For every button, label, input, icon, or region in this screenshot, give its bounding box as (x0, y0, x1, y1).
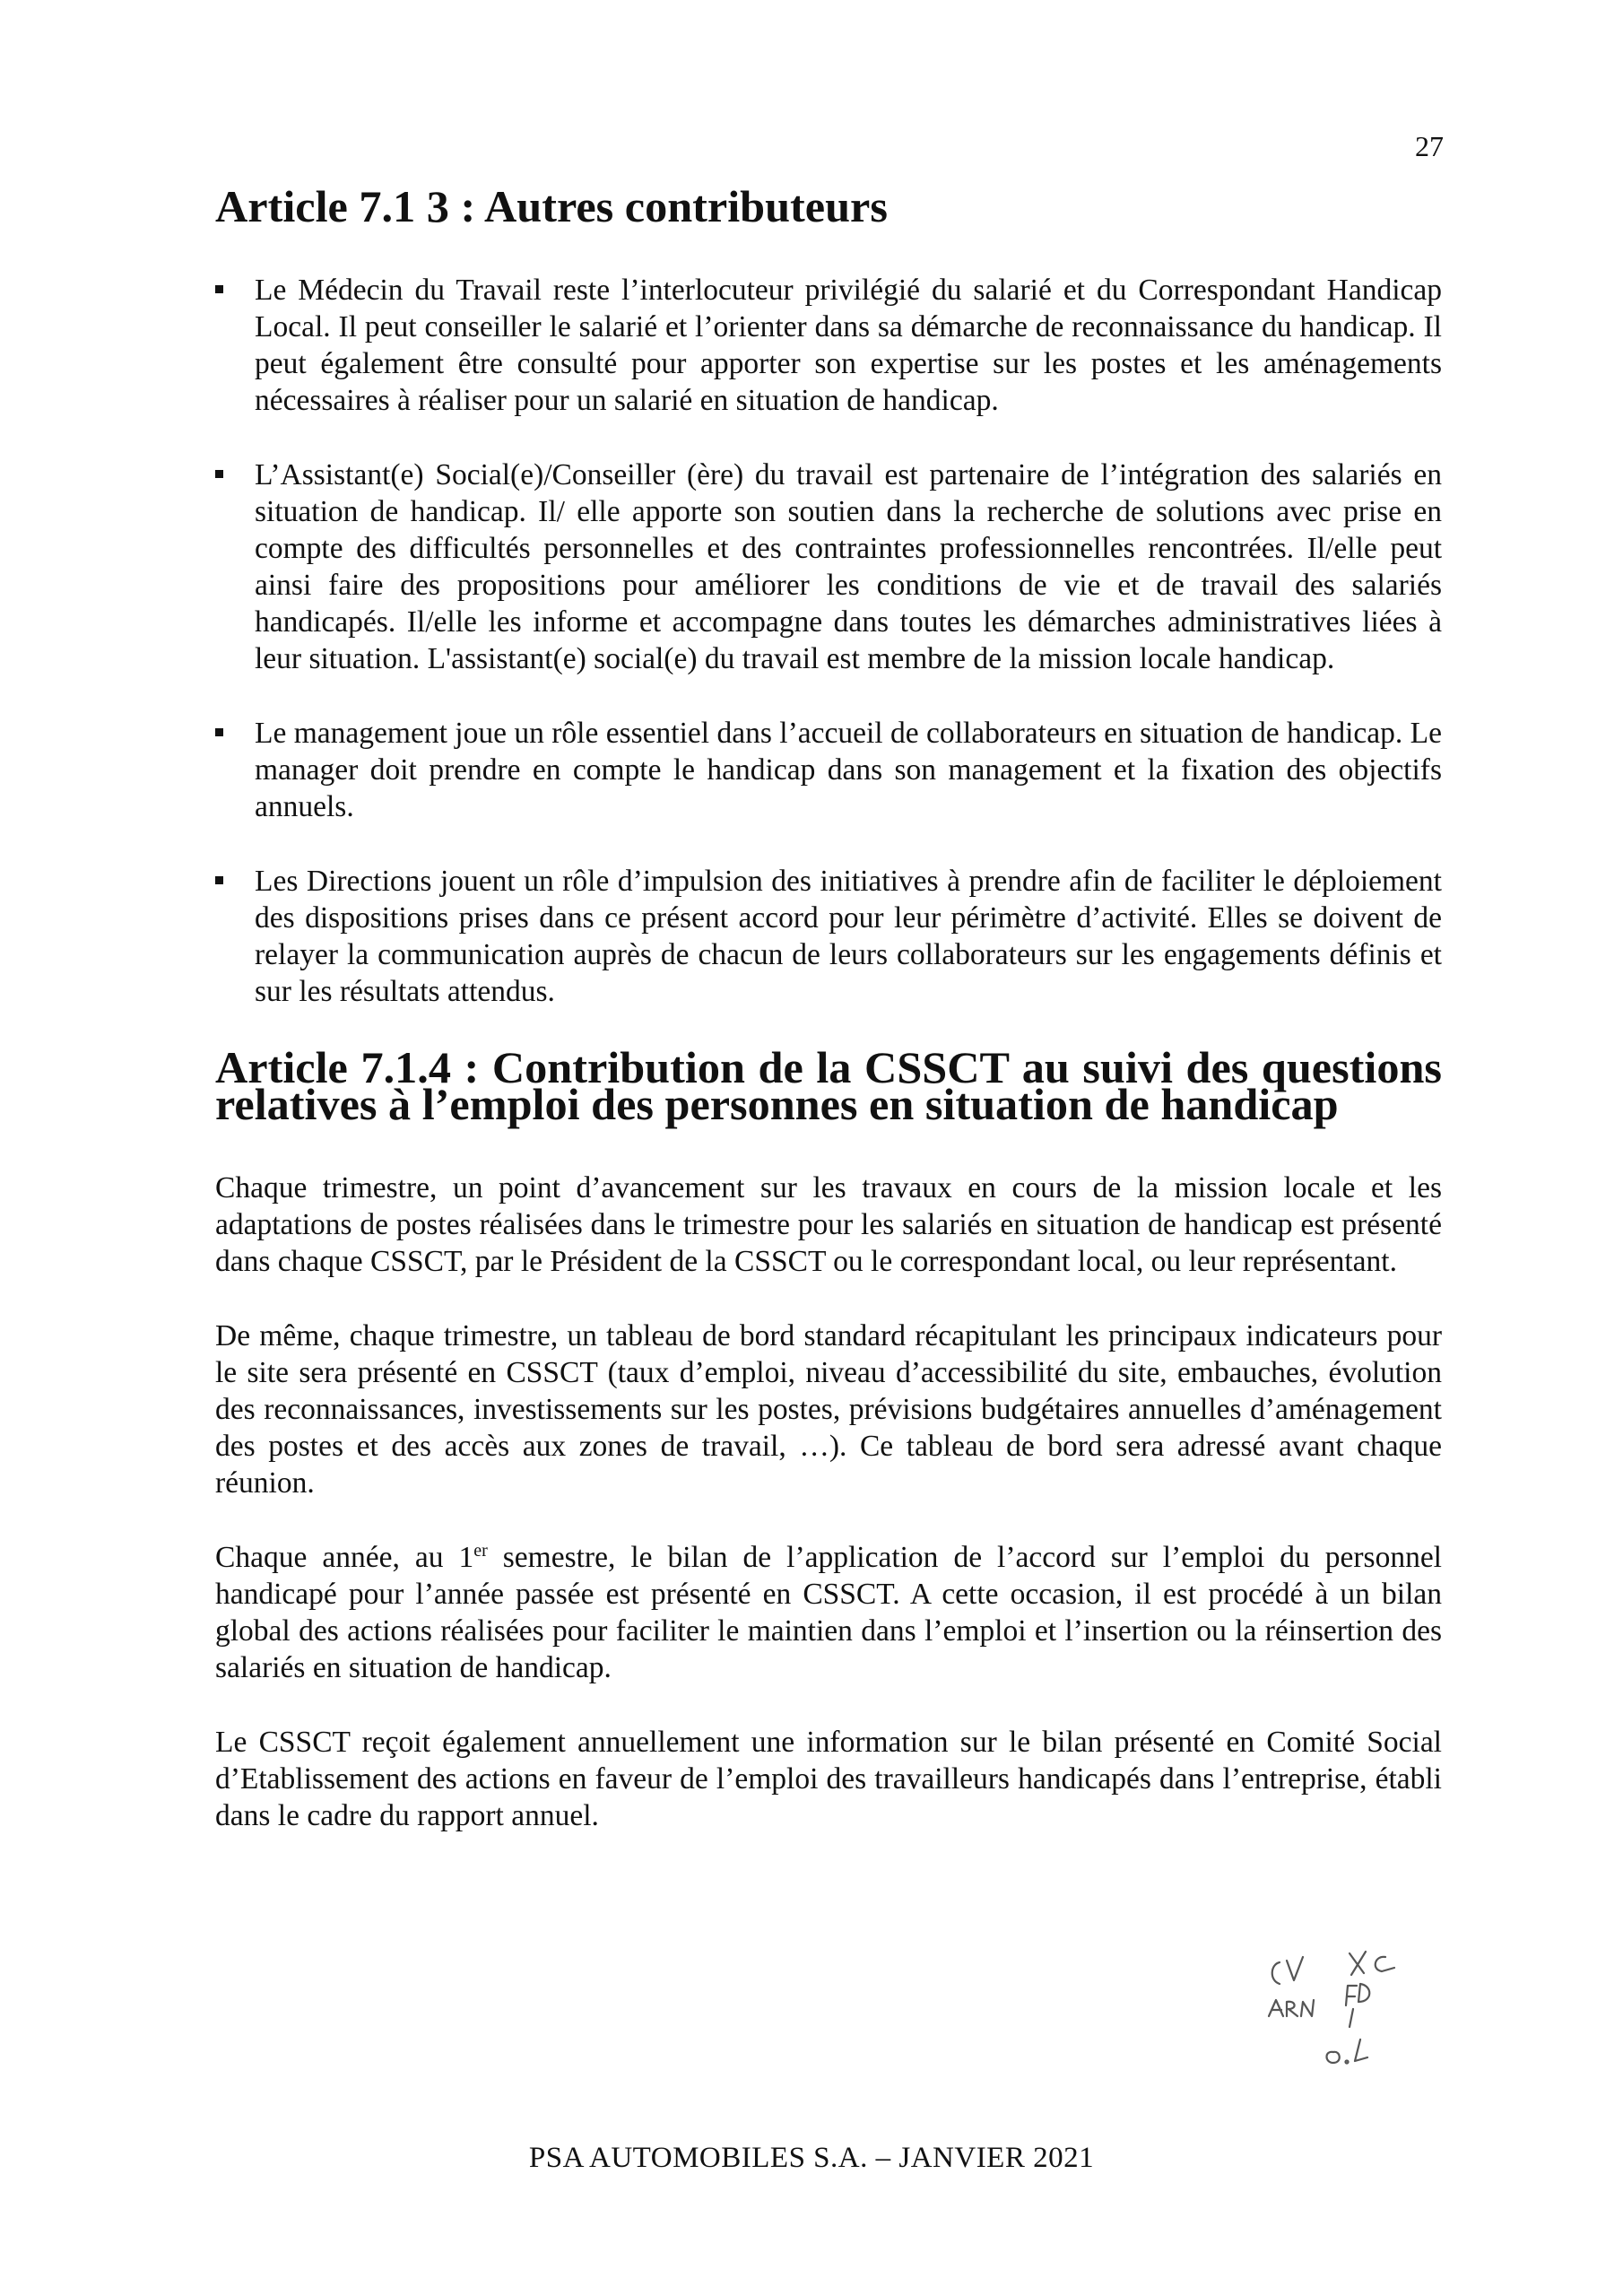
document-footer: PSA AUTOMOBILES S.A. – JANVIER 2021 (528, 2142, 1095, 2174)
article-7-1-4-title: Article 7.1.4 : Contribution de la CSSCT au suivi des questions relatives à l’emploi des personnes en situation de handicap (215, 1042, 1442, 1129)
bullet-text: Les Directions jouent un rôle d’impulsion des initiatives à prendre afin de faciliter le déploiement des dispositions prises dans ce présent accord pour leur périmètre d’activité. Elles se doivent de relayer la communication auprès de chacun de leurs collaborateurs sur les engagements définis et sur les résultats attendus. (255, 865, 1442, 1008)
paragraph-annual-review (215, 1539, 1442, 1686)
handwritten-initials (1260, 1946, 1439, 2081)
paragraph-cssct-information: Le CSSCT reçoit également annuellement une information sur le bilan présenté en Comité Social d’Etablissement des actions en faveur de l’emploi des travailleurs handicapés dans l’entreprise, établi dans le cadre du rapport annuel. (215, 1726, 1442, 1832)
list-item (215, 863, 1442, 1010)
bullet-text: Le Médecin du Travail reste l’interlocuteur privilégié du salarié et du Correspondant Handicap Local. Il peut conseiller le salarié et l’orienter dans sa démarche de reconnaissance du handicap. Il peut également être consulté pour apporter son expertise sur les postes et les aménagements nécessaires à réaliser pour un salarié en situation de handicap. (255, 274, 1442, 417)
contributors-list (215, 272, 1442, 1010)
list-item (215, 457, 1442, 677)
bullet-icon (215, 728, 223, 736)
paragraph-annual-review-start: Chaque année, au 1 (215, 1541, 474, 1574)
bullet-icon (215, 876, 223, 884)
list-item (215, 272, 1442, 419)
page-number: 27 (1415, 130, 1444, 162)
document-body (215, 181, 1442, 1872)
bullet-text: Le management joue un rôle essentiel dans l’accueil de collaborateurs en situation de handicap. Le manager doit prendre en compte le handicap dans son management et la fixation des objectifs annuels. (255, 717, 1442, 823)
bullet-icon (215, 285, 223, 293)
article-7-1-3-title: Article 7.1 3 : Autres contributeurs (215, 181, 888, 231)
bullet-text: L’Assistant(e) Social(e)/Conseiller (ère) du travail est partenaire de l’intégration des salariés en situation de handicap. Il/ elle apporte son soutien dans la recherche de solutions avec prise en compte des difficultés personnelles et des contraintes professionnelles rencontrées. Il/elle peut ainsi faire des propositions pour améliorer les conditions de vie et de travail des salariés handicapés. Il/elle les informe et accompagne dans toutes les démarches administratives liées à leur situation. L'assistant(e) social(e) du travail est membre de la mission locale handicap. (255, 458, 1442, 675)
bullet-icon (215, 470, 223, 478)
paragraph-annual-review-end: semestre, le bilan de l’application de l’accord sur l’emploi du personnel handicapé pour l’année passée est présenté en CSSCT. A cette occasion, il est procédé à un bilan global des actions réalisées pour faciliter le maintien dans l’emploi et l’insertion ou la réinsertion des salariés en situation de handicap. (215, 1541, 1442, 1684)
ordinal-suffix: er (473, 1540, 488, 1561)
paragraph-dashboard: De même, chaque trimestre, un tableau de bord standard récapitulant les principaux indicateurs pour le site sera présenté en CSSCT (taux d’emploi, niveau d’accessibilité du site, embauches, évolution des reconnaissances, investissements sur les postes, prévisions budgétaires annuelles d’aménagement des postes et des accès aux zones de travail, …). Ce tableau de bord sera adressé avant chaque réunion. (215, 1319, 1442, 1500)
list-item (215, 715, 1442, 825)
paragraph-quarterly-progress: Chaque trimestre, un point d’avancement sur les travaux en cours de la mission locale et les adaptations de postes réalisées dans le trimestre pour les salariés en situation de handicap est présenté dans chaque CSSCT, par le Président de la CSSCT ou le correspondant local, ou leur représentant. (215, 1171, 1442, 1278)
